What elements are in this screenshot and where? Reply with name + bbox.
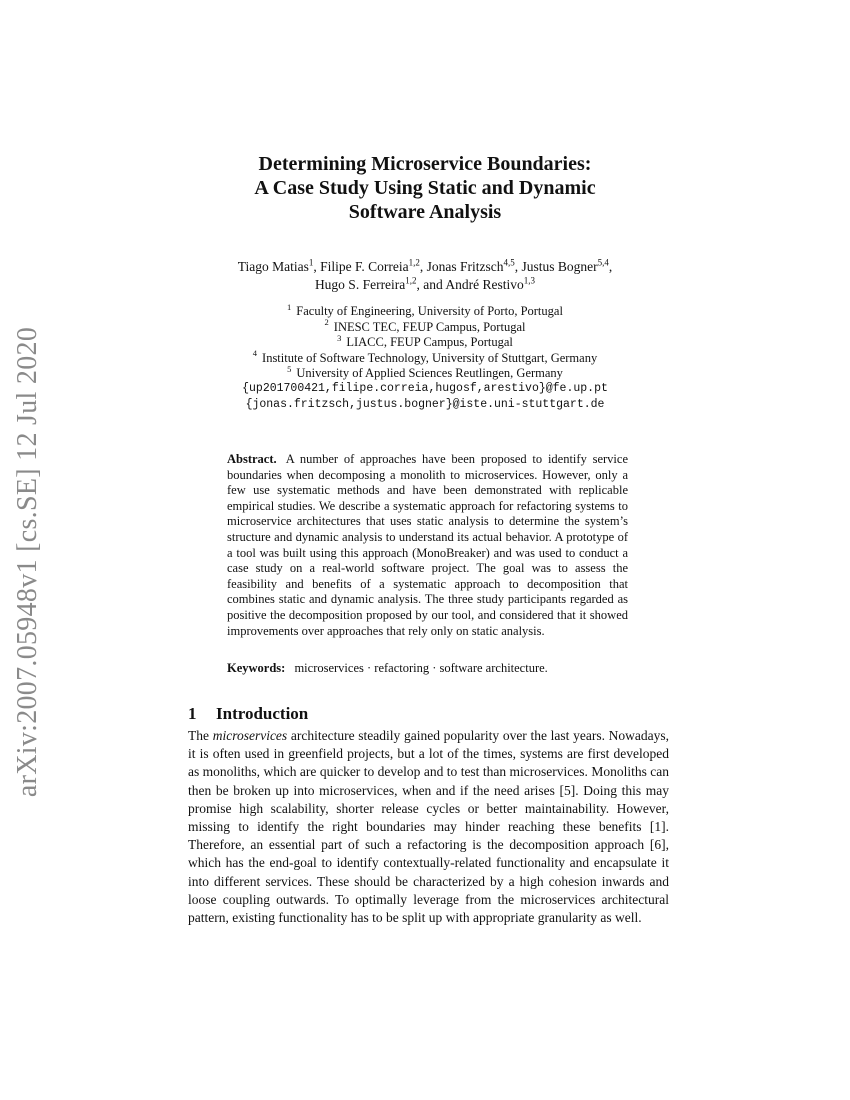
- intro-paragraph: [188, 727, 669, 927]
- affiliation-text: University of Applied Sciences Reutlingen, Germany: [296, 366, 563, 380]
- author-affil-sup: 4,5: [503, 257, 515, 268]
- affiliation-number: 3: [337, 332, 342, 343]
- email-line: {up201700421,filipe.correia,hugosf,arestivo}@fe.up.pt: [242, 382, 608, 395]
- author-affil-sup: 5,4: [597, 257, 609, 268]
- abstract-text: A number of approaches have been proposed to identify service boundaries when decomposing a monolith to microservices. However, only a few use systematic methods and have been demonstrated with replicable empirical studies. We describe a systematic approach for refactoring systems to microservice architectures that uses static analysis to determine the system’s structure and dynamic analysis to understand its actual behavior. A prototype of a tool was built using this approach (MonoBreaker) and was used to conduct a case study on a real-world software project. The goal was to assess the feasibility and benefits of a systematic approach to decomposition that combines static and dynamic analysis. The three study participants regarded as positive the decomposition proposed by our tool, and considered that it showed improvements over approaches that rely only on static analysis.: [227, 452, 629, 638]
- keywords-text: microservices · refactoring · software architecture.: [294, 661, 548, 675]
- author-affil-sup: 1: [308, 257, 314, 268]
- author-list: [175, 258, 675, 294]
- author-line: Hugo S. Ferreira$^{1,2}$, and André Restivo$^{1,3}$: [314, 275, 536, 292]
- author-affil-sup: 1,2: [408, 257, 420, 268]
- author-name: Justus Bogner: [521, 259, 598, 274]
- affiliation-text: Institute of Software Technology, University of Stuttgart, Germany: [262, 350, 598, 365]
- affiliation-text: INESC TEC, FEUP Campus, Portugal: [333, 319, 526, 334]
- affiliation-item: [175, 317, 675, 336]
- abstract-label: Abstract.: [227, 452, 277, 466]
- affiliation-item: [175, 363, 675, 382]
- intro-lead: The: [188, 728, 209, 743]
- affiliation-item: [175, 332, 675, 351]
- arxiv-stamp: [0, 0, 56, 1100]
- affiliation-text: Faculty of Engineering, University of Porto, Portugal: [296, 304, 563, 318]
- affiliation-list: [175, 301, 675, 382]
- paper-title: [175, 152, 675, 224]
- keywords: [227, 660, 647, 676]
- author-affil-sup: 1,2: [405, 275, 417, 286]
- author-name: Filipe F. Correia: [320, 259, 409, 274]
- section-number: 1: [188, 704, 197, 723]
- section-title: Introduction: [216, 704, 309, 723]
- affiliation-text: LIACC, FEUP Campus, Portugal: [346, 335, 513, 349]
- email-line: {jonas.fritzsch,justus.bogner}@iste.uni-stuttgart.de: [245, 398, 605, 411]
- title-line: Determining Microservice Boundaries:: [258, 153, 592, 175]
- arxiv-stamp-text: arXiv:2007.05948v1 [cs.SE] 12 Jul 2020: [12, 326, 43, 798]
- author-name: André Restivo: [445, 277, 524, 292]
- affiliation-number: 1: [287, 301, 292, 312]
- affiliation-number: 5: [287, 363, 292, 374]
- affiliation-item: [175, 348, 675, 367]
- affiliation-number: 4: [252, 348, 258, 359]
- section-heading: [188, 703, 488, 725]
- author-name: Jonas Fritzsch: [426, 259, 504, 274]
- author-name: Hugo S. Ferreira: [314, 277, 406, 292]
- author-line: Tiago Matias$^1$, Filipe F. Correia$^{1,2}$, Jonas Fritzsch$^{4,5}$, Justus Bogner$^{5,4}$,: [237, 257, 613, 274]
- affiliation-item: [175, 301, 675, 320]
- intro-text: architecture steadily gained popularity over the last years. Nowadays, it is often used in greenfield projects, but a lot of the times, systems are first developed as monoliths, which are quicker to develop and to test than microservices. Monoliths can then be broken up into microservices, when and if the need arises [5]. Doing this may promise high scalability, shorter release cycles or better maintainability. However, missing to identify the right boundaries may hinder reaching these benefits [1]. Therefore, an essential part of such a refactoring is the decomposition approach [6], which has the end-goal to identify contextually-related functionality and encapsulate it into different services. These should be characterized by a high cohesion inwards and loose coupling outwards. To optimally leverage from the microservices architectural pattern, existing functionality has to be split up with appropriate granularity as well.: [188, 728, 670, 926]
- title-line: Software Analysis: [348, 201, 502, 223]
- keywords-label: Keywords:: [227, 661, 286, 675]
- intro-term: microservices: [212, 728, 288, 743]
- author-name: Tiago Matias: [237, 259, 309, 274]
- title-line: A Case Study Using Static and Dynamic: [254, 177, 596, 199]
- author-affil-sup: 1,3: [523, 275, 536, 286]
- affiliation-number: 2: [324, 317, 329, 328]
- abstract: [227, 452, 628, 639]
- email-block: [175, 381, 675, 413]
